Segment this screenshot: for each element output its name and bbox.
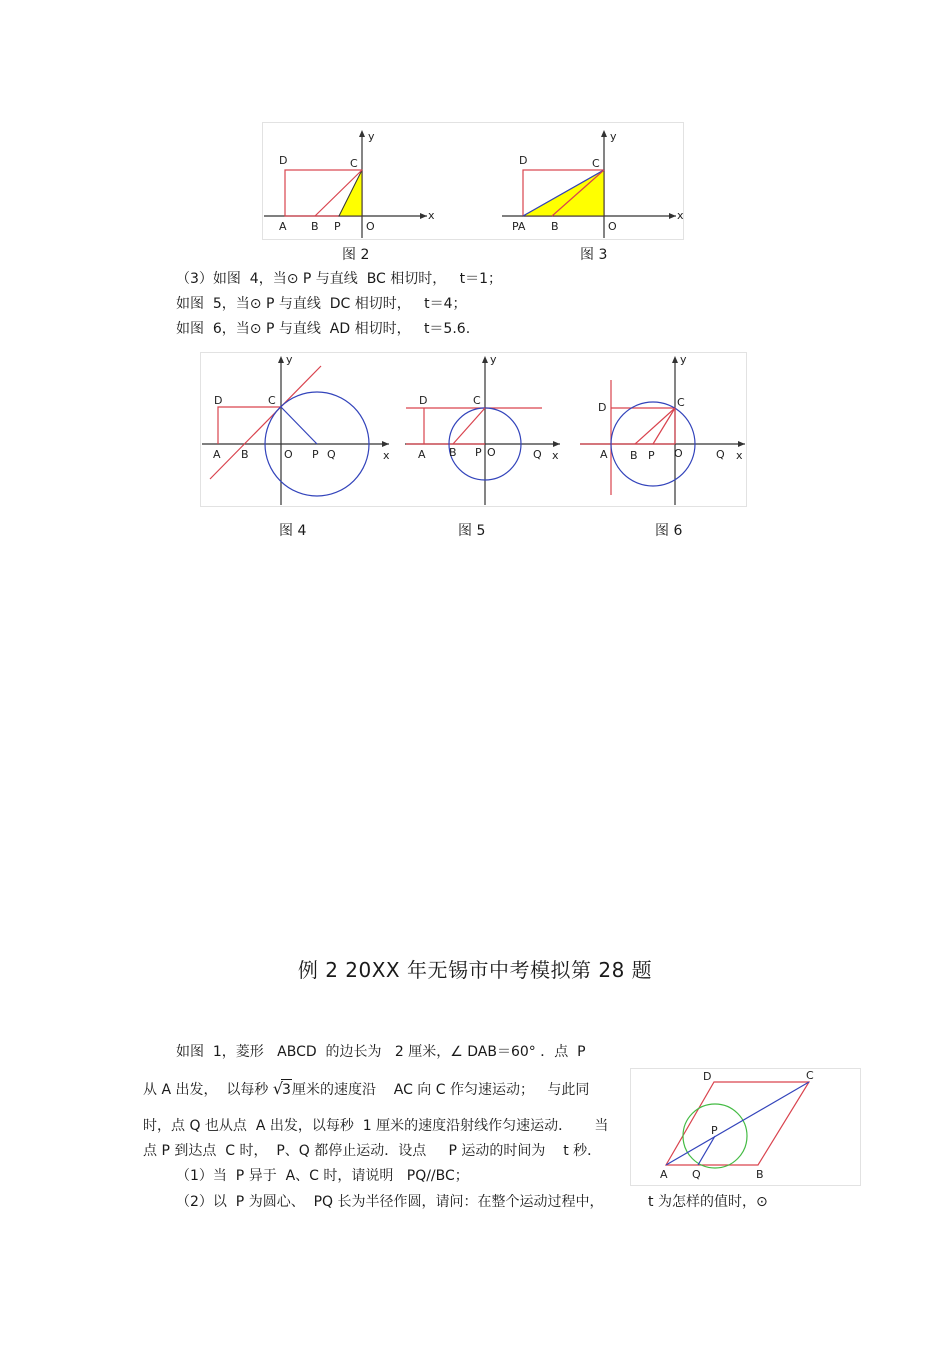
fig3-c-label: C <box>592 157 600 170</box>
fig2-x-label: x <box>428 209 435 222</box>
figures-4-6-diagram <box>200 352 747 507</box>
fig5-o-label: O <box>487 446 496 459</box>
fig2-a-label: A <box>279 220 287 233</box>
figure-4-diagram <box>202 353 390 505</box>
question-2: （2）以 P 为圆心、 PQ 长为半径作圆，请问：在整个运动过程中， t 为怎样的值时，⊙ <box>176 1194 768 1210</box>
fig6-q-label: Q <box>716 448 725 461</box>
fig5-y-label: y <box>490 353 497 366</box>
fig1-p-label: P <box>711 1124 718 1137</box>
figures-2-3 <box>262 122 684 240</box>
fig2-p-label: P <box>334 220 341 233</box>
problem-line-2 <box>143 1079 589 1100</box>
fig5-c-label: C <box>473 394 481 407</box>
fig6-c-label: C <box>677 396 685 409</box>
fig5-p-label: P <box>475 446 482 459</box>
fig6-y-label: y <box>680 353 687 366</box>
figure-5-caption: 图 5 <box>458 523 486 539</box>
fig3-pa-label: PA <box>512 220 526 233</box>
fig3-o-label: O <box>608 220 617 233</box>
fig6-p-label: P <box>648 449 655 462</box>
problem-line-4: 点 P 到达点 C 时， P、Q 都停止运动．设点 P 运动的时间为 t 秒． <box>143 1143 602 1159</box>
fig3-d-label: D <box>519 154 528 167</box>
fig1-c-label: C <box>806 1069 814 1082</box>
problem-line-2-end: 厘米的速度沿 AC 向 C 作匀速运动； 与此同 <box>291 1082 590 1098</box>
fig4-q-label: Q <box>327 448 336 461</box>
fig2-c-label: C <box>350 157 358 170</box>
fig5-a-label: A <box>418 448 426 461</box>
problem-line-3: 时，点 Q 也从点 A 出发，以每秒 1 厘米的速度沿射线作匀速运动． 当 <box>143 1118 609 1134</box>
fig2-b-label: B <box>311 220 319 233</box>
part3-line-1: （3）如图 4，当⊙ P 与直线 BC 相切时， t＝1； <box>176 271 503 287</box>
fig4-o-label: O <box>284 448 293 461</box>
figure-5-diagram <box>405 353 560 505</box>
figure-6-caption: 图 6 <box>655 523 683 539</box>
fig3-b-label: B <box>551 220 559 233</box>
figure-2-diagram <box>264 130 435 238</box>
fig6-a-label: A <box>600 448 608 461</box>
figure-3-caption: 图 3 <box>580 247 608 263</box>
fig6-o-label: O <box>674 447 683 460</box>
figure-1-diagram <box>630 1068 861 1186</box>
fig3-x-label: x <box>677 209 684 222</box>
fig6-b-label: B <box>630 449 638 462</box>
part3-line-3: 如图 6，当⊙ P 与直线 AD 相切时， t＝5.6. <box>176 321 471 337</box>
problem-line-2-start: 从 A 出发， 以每秒 <box>143 1082 273 1098</box>
fig2-y-label: y <box>368 130 375 143</box>
figure-2-caption: 图 2 <box>342 247 370 263</box>
fig2-o-label: O <box>366 220 375 233</box>
figures-2-3-diagram <box>262 122 684 240</box>
fig4-d-label: D <box>214 394 223 407</box>
fig4-a-label: A <box>213 448 221 461</box>
question-1: （1）当 P 异于 A、C 时，请说明 PQ//BC； <box>176 1168 469 1184</box>
example-2-title: 例 2 20XX 年无锡市中考模拟第 28 题 <box>297 958 653 982</box>
fig3-y-label: y <box>610 130 617 143</box>
fig1-d-label: D <box>703 1070 712 1083</box>
figure-4-caption: 图 4 <box>279 523 307 539</box>
fig4-c-label: C <box>268 394 276 407</box>
sqrt-radicand: 3 <box>281 1079 292 1100</box>
figure-1-rhombus <box>630 1068 861 1186</box>
fig5-q-label: Q <box>533 448 542 461</box>
sqrt-sign-icon: √ <box>272 1079 284 1098</box>
figure-6-diagram <box>580 353 745 505</box>
fig1-q-label: Q <box>692 1168 701 1181</box>
fig1-a-label: A <box>660 1168 668 1181</box>
part3-line-2: 如图 5，当⊙ P 与直线 DC 相切时， t＝4； <box>176 296 467 312</box>
fig6-x-label: x <box>736 449 743 462</box>
figure-3-diagram <box>502 130 684 238</box>
fig5-b-label: B <box>449 446 457 459</box>
fig5-x-label: x <box>552 449 559 462</box>
fig4-y-label: y <box>286 353 293 366</box>
fig2-d-label: D <box>279 154 288 167</box>
problem-line-1: 如图 1，菱形 ABCD 的边长为 2 厘米，∠ DAB＝60° ．点 P <box>176 1044 586 1060</box>
fig6-d-label: D <box>598 401 607 414</box>
fig1-b-label: B <box>756 1168 764 1181</box>
fig4-x-label: x <box>383 449 390 462</box>
fig5-d-label: D <box>419 394 428 407</box>
fig4-p-label: P <box>312 448 319 461</box>
figures-4-6 <box>200 352 747 507</box>
fig4-b-label: B <box>241 448 249 461</box>
